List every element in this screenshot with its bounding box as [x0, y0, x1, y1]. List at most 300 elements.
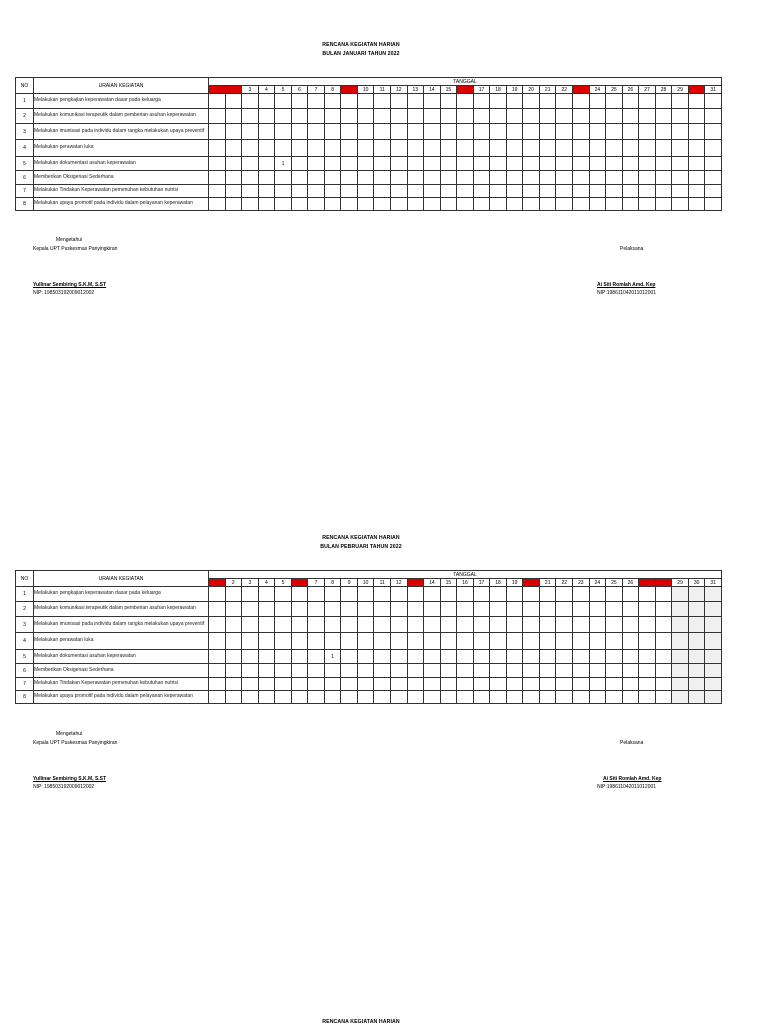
day-cell[interactable] — [672, 678, 689, 691]
day-cell[interactable] — [424, 617, 441, 633]
day-cell[interactable] — [490, 171, 507, 185]
day-cell[interactable] — [225, 617, 242, 633]
day-cell[interactable] — [606, 94, 623, 109]
day-cell[interactable] — [473, 109, 490, 124]
day-cell[interactable] — [407, 157, 424, 171]
day-cell[interactable] — [705, 587, 722, 602]
day-cell[interactable] — [473, 185, 490, 198]
day-cell[interactable] — [705, 185, 722, 198]
day-cell[interactable] — [258, 691, 275, 704]
day-cell[interactable] — [539, 157, 556, 171]
day-cell[interactable] — [473, 140, 490, 157]
day-cell[interactable] — [573, 157, 590, 171]
day-cell[interactable] — [308, 691, 325, 704]
day-cell[interactable] — [440, 664, 457, 678]
day-cell[interactable] — [324, 678, 341, 691]
day-cell[interactable] — [457, 198, 474, 211]
day-cell[interactable] — [490, 140, 507, 157]
day-cell[interactable] — [258, 185, 275, 198]
day-cell[interactable] — [539, 617, 556, 633]
day-cell[interactable] — [523, 140, 540, 157]
day-cell[interactable] — [308, 617, 325, 633]
day-cell[interactable] — [324, 185, 341, 198]
day-cell[interactable] — [705, 633, 722, 650]
day-cell[interactable] — [506, 124, 523, 140]
day-cell[interactable] — [209, 124, 226, 140]
day-cell[interactable] — [556, 678, 573, 691]
day-cell[interactable] — [391, 124, 408, 140]
day-cell[interactable] — [589, 157, 606, 171]
day-cell[interactable] — [357, 185, 374, 198]
day-cell[interactable] — [424, 140, 441, 157]
day-cell[interactable] — [341, 198, 358, 211]
day-cell[interactable] — [672, 171, 689, 185]
day-cell[interactable] — [391, 140, 408, 157]
day-cell[interactable] — [506, 94, 523, 109]
day-cell[interactable] — [473, 587, 490, 602]
day-cell[interactable] — [275, 94, 292, 109]
day-cell[interactable] — [324, 124, 341, 140]
day-cell[interactable] — [490, 109, 507, 124]
day-cell[interactable] — [655, 198, 672, 211]
day-cell[interactable] — [424, 157, 441, 171]
day-cell[interactable] — [374, 185, 391, 198]
day-cell[interactable] — [440, 198, 457, 211]
day-cell[interactable] — [573, 650, 590, 664]
day-cell[interactable] — [506, 678, 523, 691]
day-cell[interactable] — [606, 633, 623, 650]
day-cell[interactable] — [523, 617, 540, 633]
day-cell[interactable] — [440, 109, 457, 124]
day-cell[interactable] — [407, 617, 424, 633]
day-cell[interactable] — [391, 109, 408, 124]
day-cell[interactable] — [275, 617, 292, 633]
day-cell[interactable] — [639, 650, 656, 664]
day-cell[interactable] — [688, 185, 705, 198]
day-cell[interactable] — [291, 633, 308, 650]
day-cell[interactable] — [209, 109, 226, 124]
day-cell[interactable] — [556, 664, 573, 678]
day-cell[interactable] — [556, 602, 573, 617]
day-cell[interactable] — [324, 109, 341, 124]
day-cell[interactable] — [291, 678, 308, 691]
day-cell[interactable] — [424, 664, 441, 678]
day-cell[interactable] — [457, 633, 474, 650]
day-cell[interactable] — [275, 587, 292, 602]
day-cell[interactable] — [440, 633, 457, 650]
day-cell[interactable] — [457, 124, 474, 140]
day-cell[interactable] — [606, 185, 623, 198]
day-cell[interactable] — [589, 633, 606, 650]
day-cell[interactable] — [655, 185, 672, 198]
day-cell[interactable] — [457, 664, 474, 678]
day-cell[interactable] — [424, 109, 441, 124]
day-cell[interactable] — [209, 650, 226, 664]
day-cell[interactable] — [523, 678, 540, 691]
day-cell[interactable] — [556, 157, 573, 171]
day-cell[interactable] — [473, 94, 490, 109]
day-cell[interactable] — [639, 617, 656, 633]
day-cell[interactable] — [242, 198, 259, 211]
day-cell[interactable] — [622, 94, 639, 109]
day-cell[interactable] — [539, 587, 556, 602]
day-cell[interactable] — [209, 198, 226, 211]
day-cell[interactable] — [490, 664, 507, 678]
day-cell[interactable] — [639, 198, 656, 211]
day-cell[interactable] — [275, 633, 292, 650]
day-cell[interactable] — [275, 185, 292, 198]
day-cell[interactable] — [688, 678, 705, 691]
day-cell-mark[interactable]: 1 — [275, 157, 292, 171]
day-cell[interactable] — [655, 650, 672, 664]
day-cell[interactable] — [291, 198, 308, 211]
day-cell[interactable] — [457, 171, 474, 185]
day-cell[interactable] — [672, 157, 689, 171]
day-cell[interactable] — [705, 124, 722, 140]
day-cell[interactable] — [490, 157, 507, 171]
day-cell[interactable] — [573, 691, 590, 704]
day-cell[interactable] — [655, 109, 672, 124]
day-cell[interactable] — [573, 109, 590, 124]
day-cell[interactable] — [357, 140, 374, 157]
day-cell[interactable] — [291, 617, 308, 633]
day-cell[interactable] — [291, 109, 308, 124]
day-cell[interactable] — [556, 171, 573, 185]
day-cell[interactable] — [523, 157, 540, 171]
day-cell[interactable] — [407, 633, 424, 650]
day-cell[interactable] — [308, 198, 325, 211]
day-cell[interactable] — [357, 124, 374, 140]
day-cell[interactable] — [589, 124, 606, 140]
day-cell[interactable] — [606, 664, 623, 678]
day-cell[interactable] — [391, 587, 408, 602]
day-cell[interactable] — [275, 109, 292, 124]
day-cell[interactable] — [606, 678, 623, 691]
day-cell[interactable] — [225, 124, 242, 140]
day-cell[interactable] — [457, 602, 474, 617]
day-cell[interactable] — [258, 633, 275, 650]
day-cell[interactable] — [655, 587, 672, 602]
day-cell[interactable] — [622, 185, 639, 198]
day-cell[interactable] — [688, 198, 705, 211]
day-cell[interactable] — [473, 664, 490, 678]
day-cell[interactable] — [506, 171, 523, 185]
day-cell[interactable] — [556, 617, 573, 633]
day-cell[interactable] — [357, 602, 374, 617]
day-cell[interactable] — [539, 664, 556, 678]
day-cell[interactable] — [655, 140, 672, 157]
day-cell[interactable] — [374, 633, 391, 650]
day-cell[interactable] — [506, 157, 523, 171]
day-cell[interactable] — [440, 587, 457, 602]
day-cell[interactable] — [457, 140, 474, 157]
day-cell[interactable] — [407, 587, 424, 602]
day-cell[interactable] — [672, 602, 689, 617]
day-cell[interactable] — [655, 171, 672, 185]
day-cell[interactable] — [275, 664, 292, 678]
day-cell[interactable] — [291, 602, 308, 617]
day-cell[interactable] — [424, 678, 441, 691]
day-cell[interactable] — [539, 185, 556, 198]
day-cell[interactable] — [391, 94, 408, 109]
day-cell[interactable] — [209, 678, 226, 691]
day-cell[interactable] — [357, 678, 374, 691]
day-cell[interactable] — [589, 587, 606, 602]
day-cell[interactable] — [308, 678, 325, 691]
day-cell[interactable] — [374, 617, 391, 633]
day-cell[interactable] — [225, 602, 242, 617]
day-cell[interactable] — [275, 691, 292, 704]
day-cell[interactable] — [374, 94, 391, 109]
day-cell[interactable] — [556, 140, 573, 157]
day-cell[interactable] — [357, 691, 374, 704]
day-cell[interactable] — [225, 185, 242, 198]
day-cell[interactable] — [639, 157, 656, 171]
day-cell[interactable] — [672, 94, 689, 109]
day-cell[interactable] — [341, 691, 358, 704]
day-cell[interactable] — [539, 678, 556, 691]
day-cell[interactable] — [440, 94, 457, 109]
day-cell[interactable] — [440, 691, 457, 704]
day-cell[interactable] — [357, 633, 374, 650]
day-cell[interactable] — [473, 678, 490, 691]
day-cell[interactable] — [374, 157, 391, 171]
day-cell[interactable] — [655, 617, 672, 633]
day-cell[interactable] — [258, 140, 275, 157]
day-cell[interactable] — [258, 94, 275, 109]
day-cell[interactable] — [556, 691, 573, 704]
day-cell[interactable] — [225, 633, 242, 650]
day-cell[interactable] — [705, 664, 722, 678]
day-cell[interactable] — [242, 617, 259, 633]
day-cell[interactable] — [258, 617, 275, 633]
day-cell[interactable] — [589, 109, 606, 124]
day-cell[interactable] — [324, 140, 341, 157]
day-cell[interactable] — [407, 140, 424, 157]
day-cell[interactable] — [539, 171, 556, 185]
day-cell[interactable] — [291, 157, 308, 171]
day-cell[interactable] — [258, 650, 275, 664]
day-cell[interactable] — [639, 140, 656, 157]
day-cell[interactable] — [209, 94, 226, 109]
day-cell[interactable] — [374, 587, 391, 602]
day-cell[interactable] — [407, 664, 424, 678]
day-cell[interactable] — [639, 109, 656, 124]
day-cell[interactable] — [242, 650, 259, 664]
day-cell[interactable] — [606, 124, 623, 140]
day-cell[interactable] — [407, 602, 424, 617]
day-cell[interactable] — [655, 691, 672, 704]
day-cell[interactable] — [391, 691, 408, 704]
day-cell[interactable] — [539, 198, 556, 211]
day-cell[interactable] — [341, 140, 358, 157]
day-cell[interactable] — [341, 109, 358, 124]
day-cell[interactable] — [391, 185, 408, 198]
day-cell[interactable] — [242, 124, 259, 140]
day-cell[interactable] — [391, 633, 408, 650]
day-cell[interactable] — [357, 664, 374, 678]
day-cell[interactable] — [473, 602, 490, 617]
day-cell[interactable] — [209, 587, 226, 602]
day-cell[interactable] — [275, 140, 292, 157]
day-cell[interactable] — [473, 124, 490, 140]
day-cell[interactable] — [374, 664, 391, 678]
day-cell[interactable] — [506, 602, 523, 617]
day-cell[interactable] — [622, 171, 639, 185]
day-cell[interactable] — [606, 602, 623, 617]
day-cell[interactable] — [523, 198, 540, 211]
day-cell[interactable] — [407, 109, 424, 124]
day-cell[interactable] — [391, 664, 408, 678]
day-cell[interactable] — [209, 664, 226, 678]
day-cell[interactable] — [589, 691, 606, 704]
day-cell[interactable] — [523, 124, 540, 140]
day-cell[interactable] — [606, 587, 623, 602]
day-cell[interactable] — [357, 171, 374, 185]
day-cell[interactable] — [672, 140, 689, 157]
day-cell[interactable] — [573, 185, 590, 198]
day-cell[interactable] — [440, 157, 457, 171]
day-cell[interactable] — [672, 617, 689, 633]
day-cell[interactable] — [523, 109, 540, 124]
day-cell[interactable] — [308, 140, 325, 157]
day-cell[interactable] — [606, 140, 623, 157]
day-cell[interactable] — [258, 198, 275, 211]
day-cell[interactable] — [506, 185, 523, 198]
day-cell[interactable] — [688, 691, 705, 704]
day-cell[interactable] — [589, 198, 606, 211]
day-cell[interactable] — [242, 185, 259, 198]
day-cell[interactable] — [705, 678, 722, 691]
day-cell[interactable] — [490, 678, 507, 691]
day-cell[interactable] — [622, 140, 639, 157]
day-cell[interactable] — [209, 140, 226, 157]
day-cell[interactable] — [424, 691, 441, 704]
day-cell[interactable] — [225, 691, 242, 704]
day-cell[interactable] — [209, 157, 226, 171]
day-cell[interactable] — [391, 198, 408, 211]
day-cell[interactable] — [324, 691, 341, 704]
day-cell[interactable] — [242, 664, 259, 678]
day-cell[interactable] — [622, 109, 639, 124]
day-cell[interactable] — [225, 198, 242, 211]
day-cell[interactable] — [573, 664, 590, 678]
day-cell[interactable] — [258, 602, 275, 617]
day-cell[interactable] — [424, 198, 441, 211]
day-cell[interactable] — [606, 617, 623, 633]
day-cell[interactable] — [424, 94, 441, 109]
day-cell[interactable] — [308, 94, 325, 109]
day-cell[interactable] — [688, 124, 705, 140]
day-cell[interactable] — [556, 185, 573, 198]
day-cell[interactable] — [291, 691, 308, 704]
day-cell[interactable] — [473, 650, 490, 664]
day-cell[interactable] — [440, 171, 457, 185]
day-cell[interactable] — [275, 171, 292, 185]
day-cell[interactable] — [242, 587, 259, 602]
day-cell[interactable] — [291, 185, 308, 198]
day-cell[interactable] — [324, 664, 341, 678]
day-cell[interactable] — [573, 171, 590, 185]
day-cell[interactable] — [688, 140, 705, 157]
day-cell[interactable] — [622, 664, 639, 678]
day-cell[interactable] — [705, 157, 722, 171]
day-cell[interactable] — [539, 650, 556, 664]
day-cell[interactable] — [357, 109, 374, 124]
day-cell[interactable] — [473, 617, 490, 633]
day-cell[interactable] — [688, 650, 705, 664]
day-cell[interactable] — [589, 678, 606, 691]
day-cell[interactable] — [258, 157, 275, 171]
day-cell[interactable] — [490, 587, 507, 602]
day-cell[interactable] — [639, 691, 656, 704]
day-cell[interactable] — [705, 650, 722, 664]
day-cell[interactable] — [490, 633, 507, 650]
day-cell[interactable] — [225, 171, 242, 185]
day-cell[interactable] — [705, 109, 722, 124]
day-cell[interactable] — [705, 602, 722, 617]
day-cell[interactable] — [672, 650, 689, 664]
day-cell[interactable] — [490, 185, 507, 198]
day-cell[interactable] — [672, 185, 689, 198]
day-cell[interactable] — [573, 94, 590, 109]
day-cell[interactable] — [209, 617, 226, 633]
day-cell[interactable] — [639, 664, 656, 678]
day-cell[interactable] — [506, 109, 523, 124]
day-cell[interactable] — [225, 587, 242, 602]
day-cell[interactable] — [308, 650, 325, 664]
day-cell[interactable] — [556, 650, 573, 664]
day-cell[interactable] — [258, 678, 275, 691]
day-cell[interactable] — [209, 602, 226, 617]
day-cell[interactable] — [622, 198, 639, 211]
day-cell[interactable] — [407, 198, 424, 211]
day-cell[interactable] — [523, 587, 540, 602]
day-cell[interactable] — [407, 171, 424, 185]
day-cell[interactable] — [440, 185, 457, 198]
day-cell[interactable] — [424, 602, 441, 617]
day-cell[interactable] — [622, 602, 639, 617]
day-cell[interactable] — [539, 94, 556, 109]
day-cell[interactable] — [440, 124, 457, 140]
day-cell[interactable] — [275, 678, 292, 691]
day-cell[interactable] — [209, 185, 226, 198]
day-cell[interactable] — [324, 94, 341, 109]
day-cell[interactable] — [308, 587, 325, 602]
day-cell[interactable] — [258, 587, 275, 602]
day-cell[interactable] — [308, 171, 325, 185]
day-cell[interactable] — [606, 109, 623, 124]
day-cell[interactable] — [440, 650, 457, 664]
day-cell[interactable] — [639, 587, 656, 602]
day-cell[interactable] — [258, 171, 275, 185]
day-cell[interactable] — [506, 691, 523, 704]
day-cell[interactable] — [291, 664, 308, 678]
day-cell[interactable] — [391, 650, 408, 664]
day-cell[interactable] — [440, 617, 457, 633]
day-cell[interactable] — [490, 617, 507, 633]
day-cell[interactable] — [573, 198, 590, 211]
day-cell[interactable] — [506, 617, 523, 633]
day-cell[interactable] — [242, 157, 259, 171]
day-cell[interactable] — [357, 650, 374, 664]
day-cell[interactable] — [407, 691, 424, 704]
day-cell[interactable] — [357, 617, 374, 633]
day-cell[interactable] — [308, 185, 325, 198]
day-cell[interactable] — [209, 633, 226, 650]
day-cell[interactable] — [490, 124, 507, 140]
day-cell[interactable] — [573, 602, 590, 617]
